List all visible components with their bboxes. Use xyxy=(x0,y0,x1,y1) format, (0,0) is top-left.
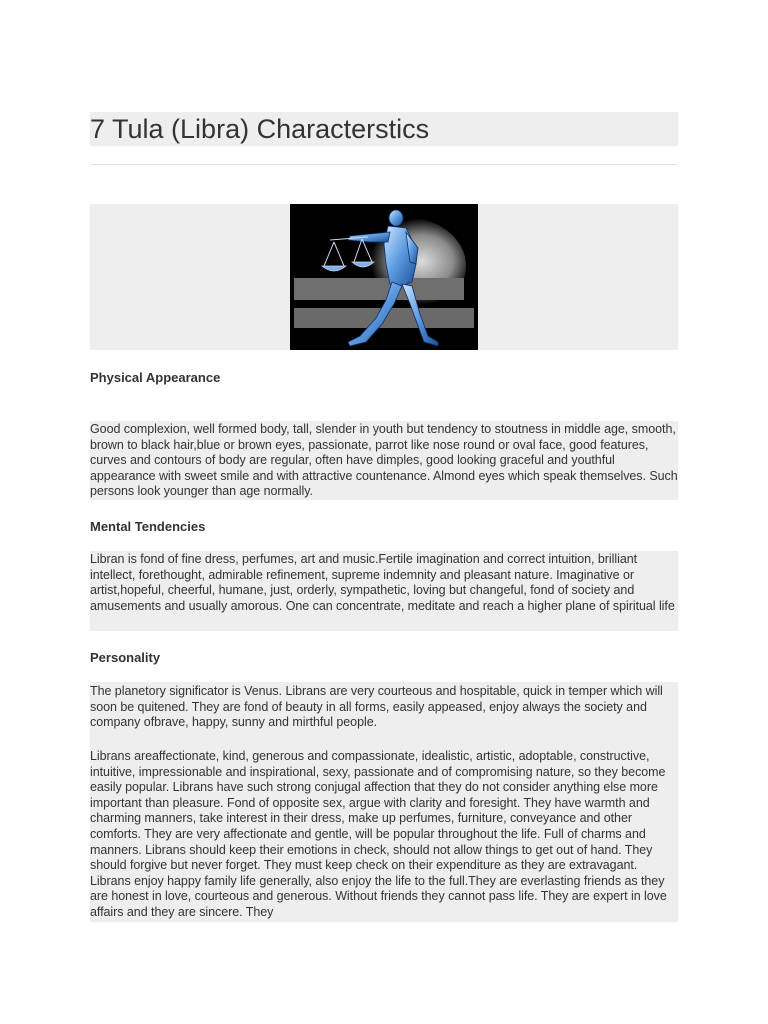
section-heading-physical-appearance: Physical Appearance xyxy=(90,370,221,385)
mental-tendencies-paragraph: Libran is fond of fine dress, perfumes, art and music.Fertile imagination and correct intuition, brilliant intellect, forethought, admirable refinement, supreme indemnity and pleasant nature. Imaginative or artist,hopeful, cheerful, humane, just, orderly, sympathetic, loving but changeful, fond of society and amusements and usually amorous. One can concentrate, meditate and reach a higher plane of spiritual life xyxy=(90,552,675,613)
page-title: 7 Tula (Libra) Characterstics xyxy=(90,114,430,144)
personality-paragraph-1: The planetory significator is Venus. Librans are very courteous and hospitable, quick in temper which will soon be quitened. They are fond of beauty in all forms, easily appeased, enjoy always the society and company ofbrave, happy, sunny and mirthful people. xyxy=(90,684,663,730)
libra-zodiac-image xyxy=(290,204,478,350)
physical-appearance-paragraph: Good complexion, well formed body, tall, slender in youth but tendency to stoutness in middle age, smooth, brown to black hair,blue or brown eyes, passionate, parrot like nose round or oval face, good features, curves and contours of body are regular, often have dimples, good looking graceful and youthful appearance with sweet smile and with attractive countenance. Almond eyes which speak themselves. Such persons look younger than age normally. xyxy=(90,422,678,499)
section-heading-personality: Personality xyxy=(90,650,161,665)
title-divider xyxy=(90,164,678,165)
personality-paragraph-2: Librans areaffectionate, kind, generous and compassionate, idealistic, artistic, adoptable, constructive, intuitive, impressionable and inspirational, sexy, passionate and of compromising nature, so they become easily popular. Librans have such strong conjugal affection that they do not consider anything else more important than pleasure. Fond of opposite sex, argue with clarity and foresight. They have warmth and charming manners, take interest in their dress, make up perfumes, furniture, conveyance and other comforts. They are very affectionate and gentle, will be popular throughout the life. Full of charms and manners. Librans should keep their emotions in check, should not allow things to get out of hand. They should forgive but never forget. They must keep check on their expenditure as they are extravagant. Librans enjoy happy family life generally, also enjoy the life to the full.They are everlasting friends as they are honest in love, courteous and generous. Without friends they cannot pass life. They are expert in love affairs and they are sincere. They xyxy=(90,749,667,919)
libra-figure-illustration xyxy=(290,204,478,350)
section-heading-mental-tendencies: Mental Tendencies xyxy=(90,519,206,534)
